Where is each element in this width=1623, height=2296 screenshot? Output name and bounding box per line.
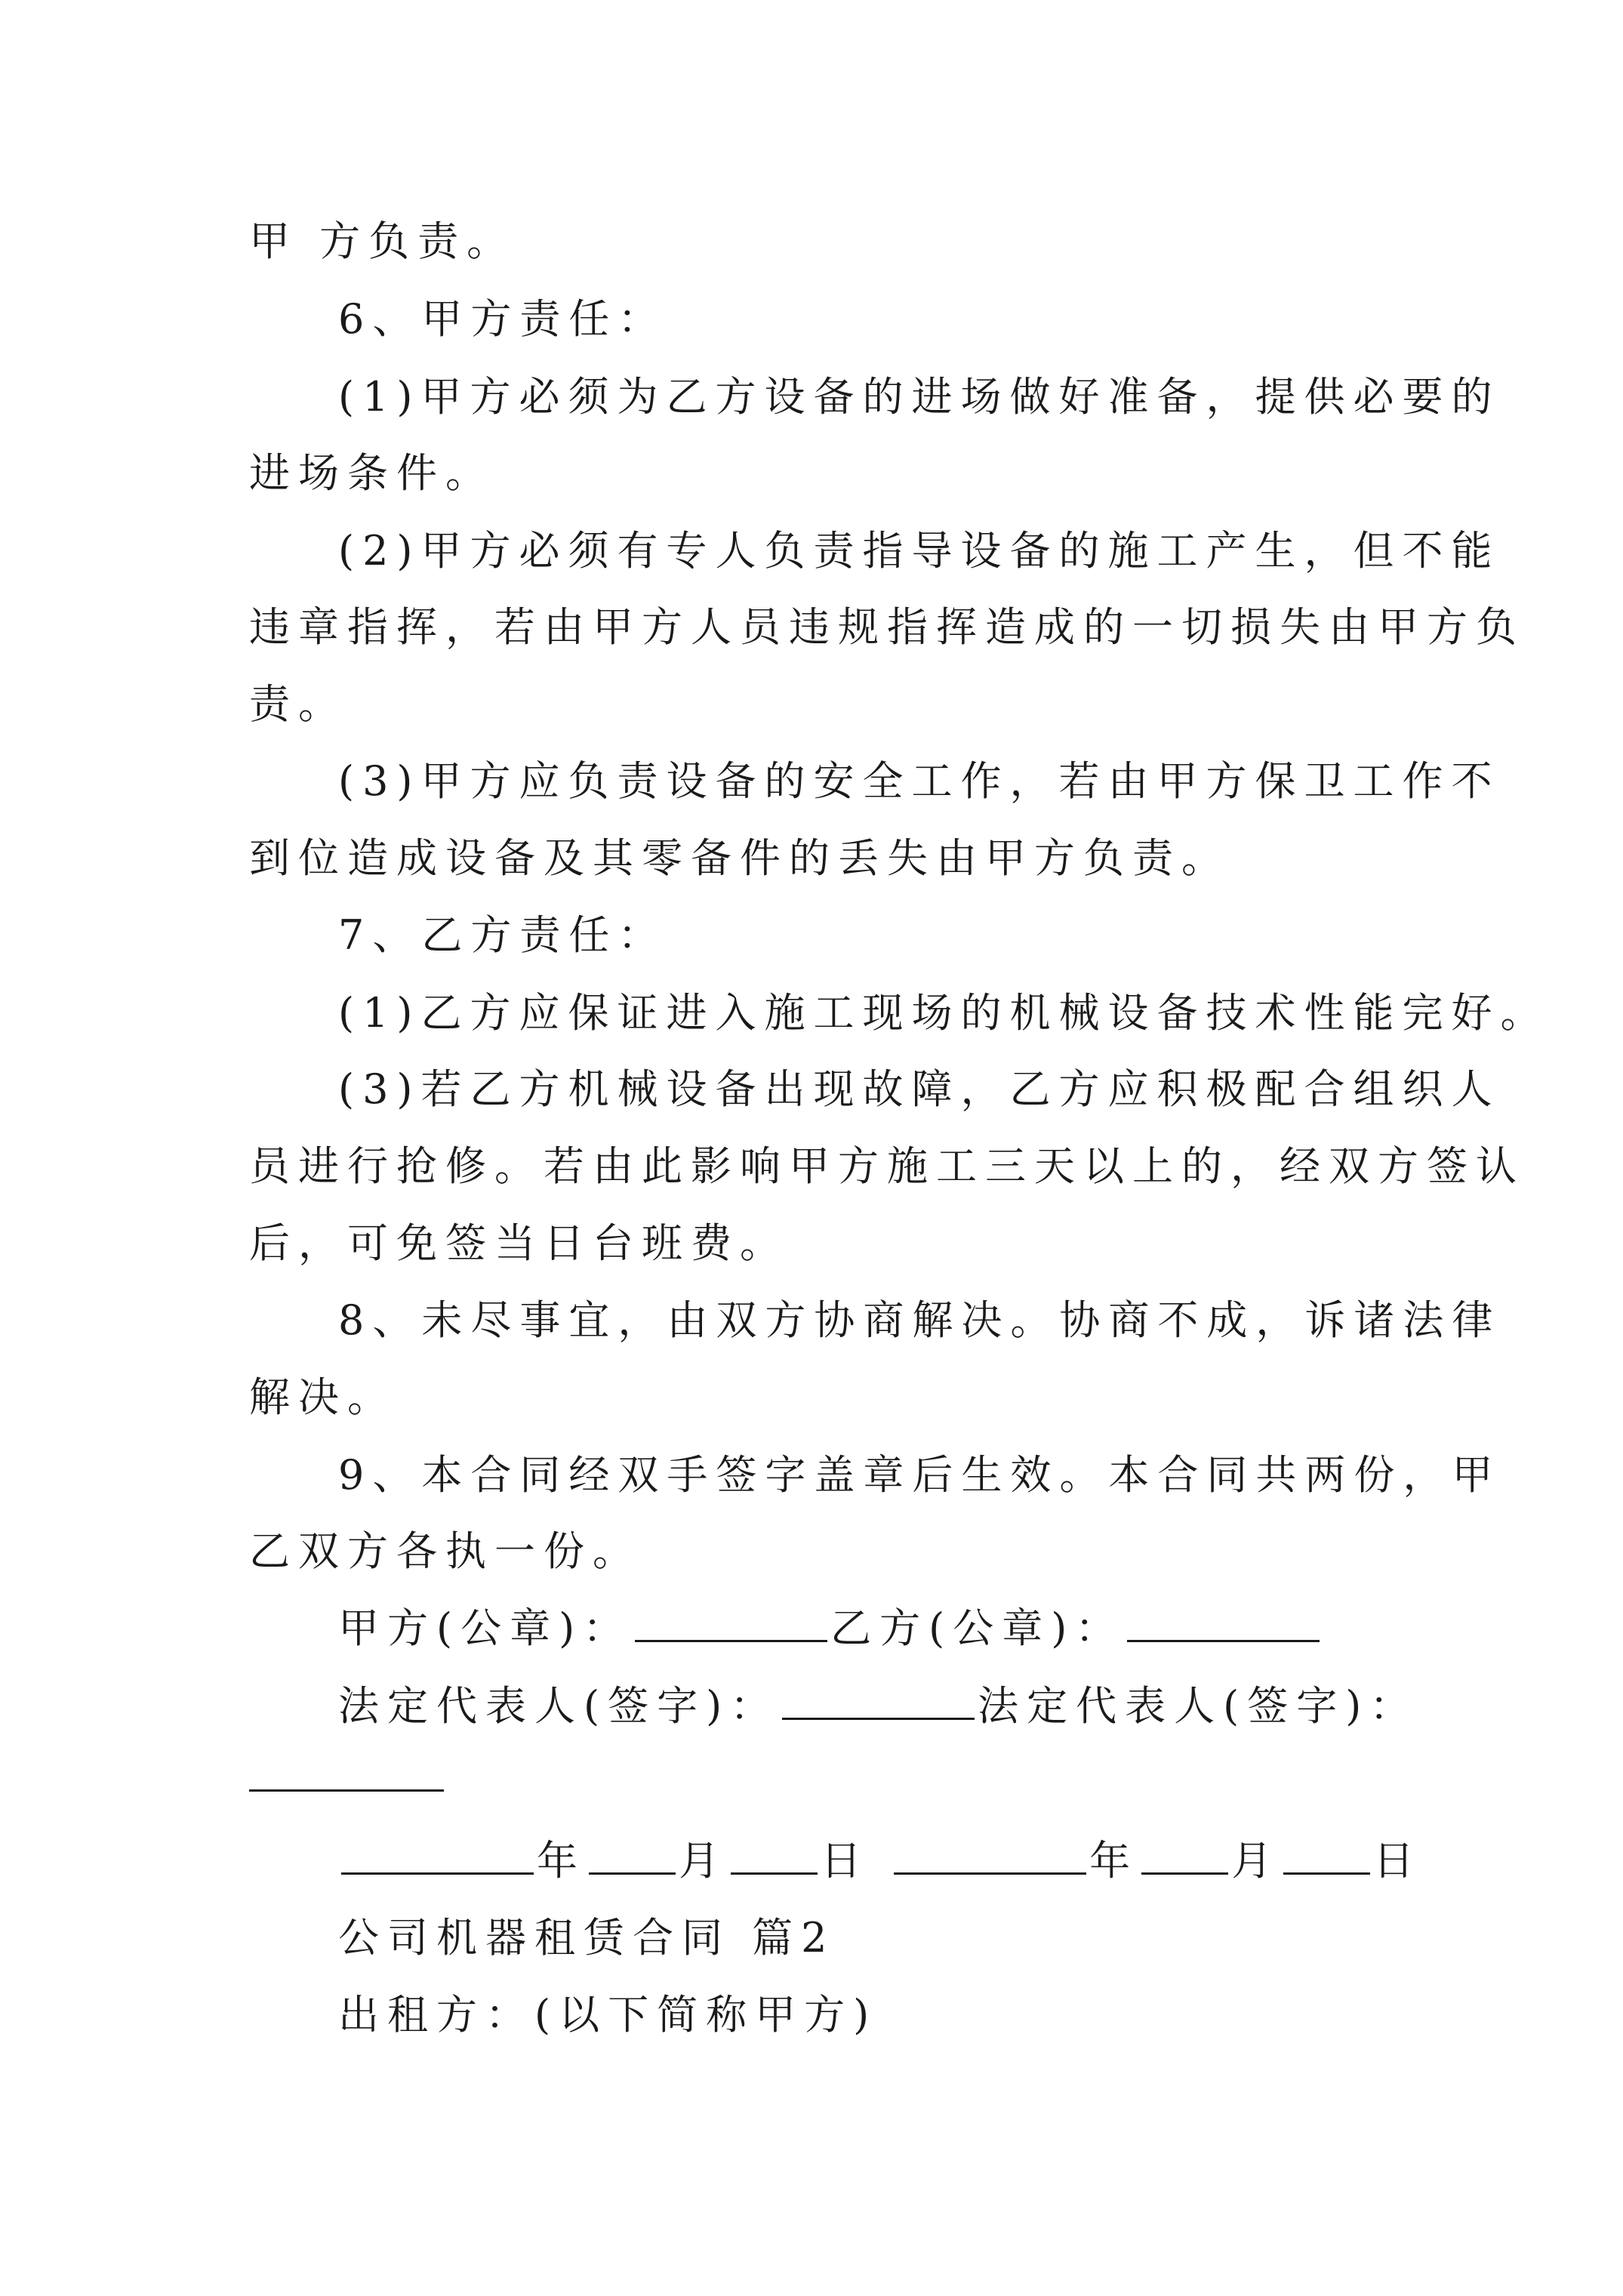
party-a-seal-blank[interactable] (635, 1607, 827, 1642)
paragraph-line: 进场条件。 (249, 449, 494, 497)
lessor-line: 出租方：(以下简称甲方) (338, 1991, 878, 2039)
year-b-label: 年 (1089, 1837, 1139, 1885)
year-a-label: 年 (537, 1837, 586, 1885)
paragraph-line: 后，可免签当日台班费。 (249, 1219, 789, 1267)
month-b-blank[interactable] (1141, 1839, 1228, 1875)
paragraph-line: (1)乙方应保证进入施工现场的机械设备技术性能完好。 (338, 989, 1550, 1037)
party-b-seal-label: 乙方(公章)： (830, 1604, 1125, 1652)
date-line (338, 1838, 1422, 1884)
day-a-label: 日 (821, 1837, 870, 1885)
party-b-seal-blank[interactable] (1127, 1607, 1320, 1642)
day-b-blank[interactable] (1283, 1839, 1370, 1875)
year-a-blank[interactable] (341, 1839, 534, 1875)
paragraph-line: 甲 方负责。 (249, 217, 516, 265)
paragraph-line: 到位造成设备及其零备件的丢失由甲方负责。 (249, 834, 1230, 882)
month-a-blank[interactable] (589, 1839, 676, 1875)
paragraph-line: 解决。 (249, 1373, 396, 1421)
legal-rep-b-label: 法定代表人(签字)： (978, 1682, 1419, 1730)
paragraph-line: 乙双方各执一份。 (249, 1527, 642, 1575)
day-b-label: 日 (1373, 1837, 1423, 1885)
paragraph-line: 违章指挥，若由甲方人员违规指挥造成的一切损失由甲方负 (249, 603, 1525, 651)
month-a-label: 月 (679, 1837, 728, 1885)
paragraph-line: 员进行抢修。若由此影响甲方施工三天以上的，经双方签认 (249, 1142, 1525, 1190)
legal-rep-a-blank[interactable] (782, 1684, 975, 1720)
clause-heading: 6、甲方责任： (338, 295, 667, 343)
paragraph-line: 9、本合同经双手签字盖章后生效。本合同共两份，甲 (338, 1451, 1501, 1499)
paragraph-line: (3)若乙方机械设备出现故障，乙方应积极配合组织人 (338, 1065, 1501, 1113)
paragraph-line: (3)甲方应负责设备的安全工作，若由甲方保卫工作不 (338, 757, 1501, 805)
paragraph-line: 8、未尽事宜，由双方协商解决。协商不成，诉诸法律 (338, 1296, 1501, 1344)
party-a-seal-label: 甲方(公章)： (338, 1604, 633, 1652)
section-title: 公司机器租赁合同 篇2 (338, 1914, 836, 1962)
paragraph-line: 责。 (249, 680, 347, 728)
paragraph-line: (1)甲方必须为乙方设备的进场做好准备，提供必要的 (338, 373, 1501, 421)
legal-rep-a-label: 法定代表人(签字)： (338, 1682, 780, 1730)
seal-signature-line (338, 1606, 1323, 1651)
legal-rep-b-blank[interactable] (249, 1789, 444, 1792)
legal-rep-signature-line (338, 1684, 1418, 1729)
paragraph-line: (2)甲方必须有专人负责指导设备的施工产生，但不能 (338, 527, 1501, 575)
year-b-blank[interactable] (894, 1839, 1086, 1875)
day-a-blank[interactable] (731, 1839, 818, 1875)
month-b-label: 月 (1231, 1837, 1281, 1885)
clause-heading: 7、乙方责任： (338, 911, 667, 959)
